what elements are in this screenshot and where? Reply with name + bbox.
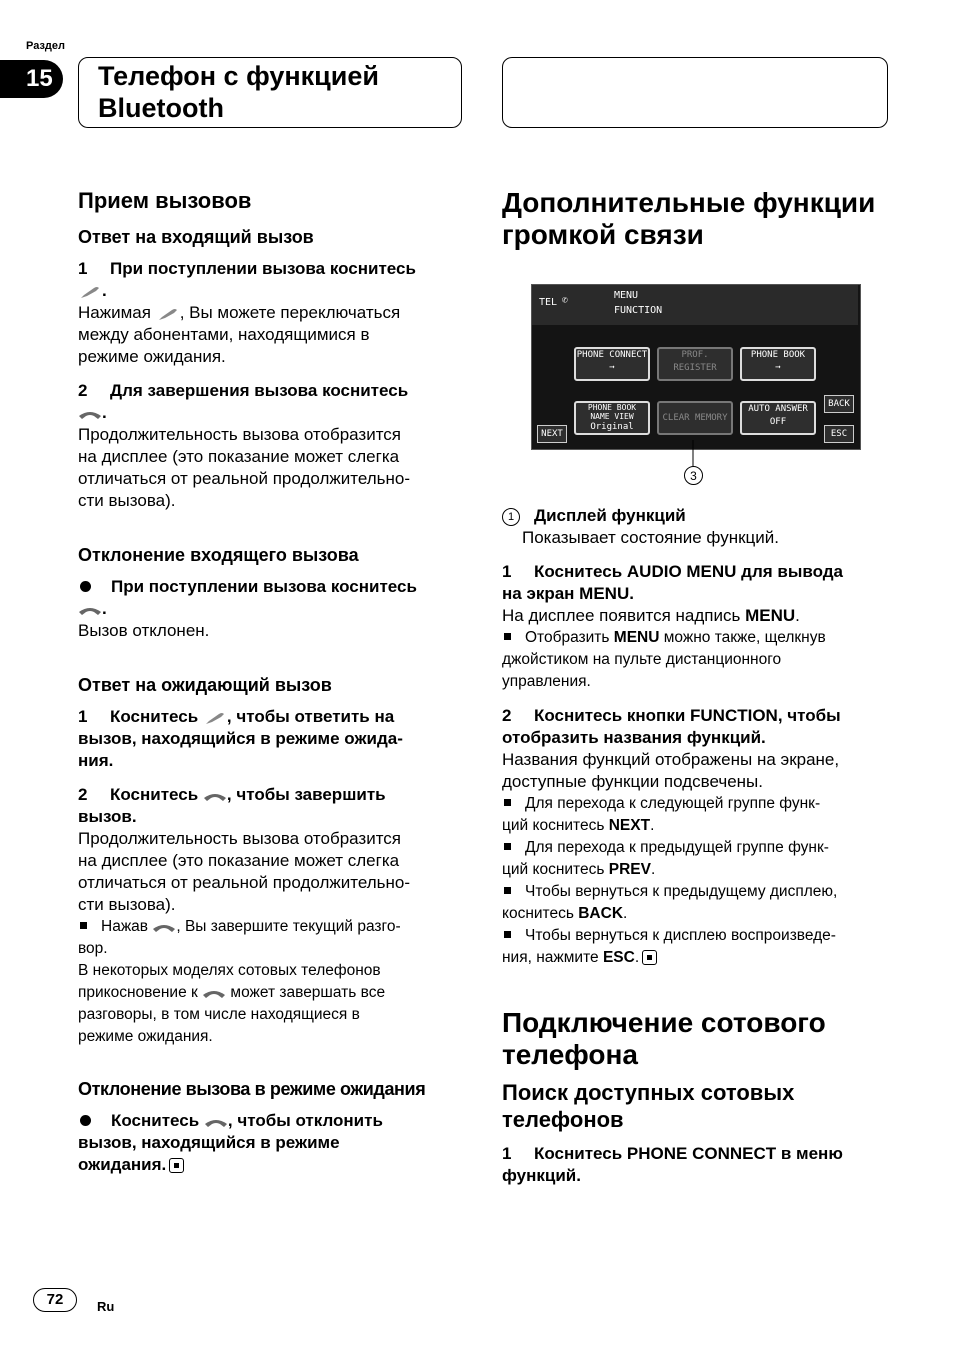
step-answer-1 — [78, 258, 468, 280]
paragraph-text: отличаться от реальной продолжительно- — [78, 873, 411, 892]
bold-term: NEXT — [608, 817, 651, 834]
step-end-2 — [78, 380, 468, 402]
step-number: 1 — [78, 707, 88, 726]
step-text: Коснитесь — [111, 1111, 200, 1130]
note-text: Для перехода к предыдущей группе функ- — [525, 839, 829, 856]
note-text: ния, нажмите — [502, 949, 603, 966]
section-title-line1: Телефон с функцией — [98, 61, 379, 91]
step-text: , чтобы завершить — [226, 785, 386, 804]
button-label: OFF — [769, 417, 787, 427]
button-label: PHONE BOOK — [750, 350, 806, 360]
button-label: PHONE BOOK — [587, 403, 637, 412]
bullet-dot — [80, 581, 91, 592]
end-mark-icon — [642, 950, 657, 965]
note-text: . — [650, 861, 656, 878]
note-text: разговоры, в том числе находящиеся в — [78, 1006, 360, 1023]
step-text: вызов. — [78, 807, 137, 826]
paragraph-text: Вызов отклонен. — [78, 621, 210, 640]
step-icon-line: . — [78, 280, 468, 302]
paragraph-text: отличаться от реальной продолжительно- — [78, 469, 411, 488]
paragraph-text: , Вы можете переключаться — [179, 303, 401, 322]
clear-memory-button[interactable]: CLEAR MEMORY — [657, 401, 733, 435]
phone-hangup-icon — [202, 986, 226, 1000]
phone-hangup-icon — [78, 603, 102, 617]
bullet-square — [504, 799, 511, 806]
paragraph-text: на дисплее (это показание может слегка — [78, 447, 400, 466]
heading-reject-incoming: Отклонение входящего вызова — [78, 545, 359, 565]
bullet-dot — [80, 1115, 91, 1126]
callout-marker: 1 — [502, 508, 520, 526]
step-text: на экран MENU. — [502, 584, 634, 603]
step-text: отобразить названия функций. — [502, 728, 766, 747]
note-text: , Вы завершите текущий разго- — [176, 918, 401, 935]
note-text: вор. — [78, 940, 108, 957]
header-empty-box — [502, 57, 888, 128]
bold-term: PREV — [608, 861, 651, 878]
step-text: Коснитесь — [110, 707, 199, 726]
button-label: Original — [590, 422, 634, 432]
arrow-right-icon: ➞ — [775, 363, 781, 373]
paragraph-text: сти вызова). — [78, 895, 176, 914]
next-button[interactable]: NEXT — [537, 425, 567, 443]
phone-answer-icon — [203, 711, 227, 725]
note-text: Для перехода к следующей группе функ- — [525, 795, 821, 812]
step-number: 1 — [502, 562, 512, 581]
step-text: Коснитесь — [110, 785, 199, 804]
note-text: ций коснитесь — [502, 861, 609, 878]
auto-answer-button[interactable] — [740, 401, 816, 435]
note-text: режиме ожидания. — [78, 1028, 213, 1045]
paragraph-text: между абонентами, находящимися в — [78, 325, 370, 344]
bullet-square — [504, 931, 511, 938]
note-text: управления. — [502, 673, 591, 690]
paragraph-text: Показывает состояние функций. — [522, 528, 779, 547]
right-column-top — [502, 187, 892, 251]
note-text: коснитесь — [502, 905, 579, 922]
step-text: , чтобы отклонить — [227, 1111, 383, 1130]
bullet-square — [504, 843, 511, 850]
step-text: Для завершения вызова коснитесь — [110, 381, 409, 400]
phone-answer-icon — [156, 307, 180, 321]
left-column: Прием вызовов Ответ на входящий вызов 1 При поступлении вызова коснитесь . Нажимая , Вы можете переключаться между абонентами, находящимися в режиме ожидания. 2 Для завершения вызова коснитесь . Продолжительность вызова отобразится на дисплее (это показание может слегка отличаться от реальной продолжительно- сти вызова). Отклонение входящего вызова При поступлении вызова коснитесь . Вызов отклонен. Ответ на ожидающий вызов 1 Коснитесь , чтобы ответить на вызов, находящийся в режиме ожида- ния. 2 Коснитесь , чтобы завершить вызов. Продолжительность вызова отобразится на дисплее (это показание может слегка отличаться от реальной продолжительно- сти вызова). Нажав , Вы завершите текущий разго- вор. В некоторых моделях сотовых телефонов прикосновение к может завершать все разговоры, в том числе находящиеся в режиме ожидания. Отклонение вызова в режиме ожидания Коснитесь , чтобы отклонить вызов, находящийся в режиме ожидания. — [78, 187, 468, 1176]
bold-term: BACK — [578, 905, 624, 922]
page-number: 72 — [33, 1288, 77, 1312]
step-text: функций. — [502, 1166, 581, 1185]
step-text: При поступлении вызова коснитесь — [111, 577, 417, 596]
step-text: ожидания. — [78, 1155, 167, 1174]
heading-search-phones-2: телефонов — [502, 1107, 624, 1132]
button-label: NAME VIEW — [590, 412, 634, 421]
step-text: Коснитесь кнопки FUNCTION, чтобы — [534, 706, 841, 725]
step-text: ния. — [78, 751, 114, 770]
callout-title: Дисплей функций — [534, 506, 686, 525]
note-text: Чтобы вернуться к дисплею воспроизведе- — [525, 927, 836, 944]
screen-tel-label: TEL — [539, 297, 558, 308]
phone-answer-icon — [78, 285, 102, 299]
bold-term: ESC — [602, 949, 635, 966]
step-number: 1 — [502, 1144, 512, 1163]
heading-receive-calls: Прием вызовов — [78, 188, 252, 213]
section-number: 15 — [0, 60, 63, 98]
step-number: 2 — [78, 785, 88, 804]
note-text: Чтобы вернуться к предыдущему дисплею, — [525, 883, 838, 900]
back-button[interactable]: BACK — [824, 395, 854, 413]
heading-connect-phone-2: телефона — [502, 1039, 638, 1070]
bullet-square — [504, 887, 511, 894]
paragraph-text: сти вызова). — [78, 491, 176, 510]
step-text: При поступлении вызова коснитесь — [110, 259, 416, 278]
phone-hangup-icon — [204, 1115, 228, 1129]
section-label: Раздел — [26, 40, 65, 52]
paragraph-text: режиме ожидания. — [78, 347, 226, 366]
language-code: Ru — [97, 1299, 115, 1314]
button-label: PHONE CONNECT — [576, 350, 648, 360]
callout-line — [690, 440, 696, 468]
arrow-right-icon: ➞ — [609, 363, 615, 373]
paragraph-text: на дисплее (это показание может слегка — [78, 851, 400, 870]
step-number: 2 — [502, 706, 512, 725]
section-title-line2: Bluetooth — [98, 93, 224, 123]
paragraph-text: Нажимая — [78, 303, 151, 322]
note-text: . — [623, 905, 628, 922]
note-text: прикосновение к — [78, 984, 198, 1001]
screen-function-label: FUNCTION — [614, 305, 663, 316]
phone-book-name-view-button[interactable] — [574, 401, 650, 435]
right-column-bottom — [502, 505, 892, 1187]
note-text: Отобразить — [525, 629, 614, 646]
note-text: может завершать все — [230, 984, 386, 1001]
paragraph-text: Названия функций отображены на экране, — [502, 750, 840, 769]
phone-hangup-icon — [78, 407, 102, 421]
heading-reject-waiting: Отклонение вызова в режиме ожидания — [78, 1079, 426, 1099]
step-text: Коснитесь AUDIO MENU для вывода — [534, 562, 844, 581]
note-text: В некоторых моделях сотовых телефонов — [78, 962, 381, 979]
heading-connect-phone-1: Подключение сотового — [502, 1007, 826, 1038]
phone-hangup-icon — [152, 920, 176, 934]
note-text: Нажав — [101, 918, 149, 935]
button-label: AUTO ANSWER — [748, 404, 808, 414]
phone-hangup-icon — [203, 789, 227, 803]
paragraph-text: Продолжительность вызова отобразится — [78, 829, 402, 848]
phone-connect-button[interactable] — [574, 347, 650, 381]
section-title-box — [78, 57, 462, 128]
step-text: , чтобы ответить на — [226, 707, 395, 726]
note-text: . — [650, 817, 655, 834]
button-label: PROF. — [681, 350, 709, 360]
step-text: вызов, находящийся в режиме — [78, 1133, 340, 1152]
esc-button[interactable]: ESC — [824, 425, 854, 443]
callout-marker: 3 — [684, 466, 703, 485]
paragraph-text: На дисплее появится надпись — [502, 606, 746, 625]
heading-answer-waiting: Ответ на ожидающий вызов — [78, 675, 332, 695]
note-text: . — [634, 949, 640, 966]
note-text: можно также, щелкнув — [659, 629, 826, 646]
step-number: 1 — [78, 259, 88, 278]
heading-answer-incoming: Ответ на входящий вызов — [78, 227, 314, 247]
heading-extra-functions-2: громкой связи — [502, 219, 704, 250]
button-label: REGISTER — [673, 363, 717, 373]
bullet-square — [80, 922, 87, 929]
step-text: вызов, находящийся в режиме ожида- — [78, 729, 403, 748]
paragraph-text: . — [795, 606, 800, 625]
screen-menu-label: MENU — [614, 290, 639, 301]
paragraph-text: Продолжительность вызова отобразится — [78, 425, 402, 444]
prof-register-button[interactable] — [657, 347, 733, 381]
step-number: 2 — [78, 381, 88, 400]
heading-search-phones-1: Поиск доступных сотовых — [502, 1080, 795, 1105]
paragraph-text: доступные функции подсвечены. — [502, 772, 763, 791]
step-text: Коснитесь PHONE CONNECT в меню — [534, 1144, 843, 1163]
bold-term: MENU — [613, 629, 660, 646]
heading-extra-functions-1: Дополнительные функции — [502, 187, 876, 218]
function-display-screen — [531, 284, 861, 450]
phone-book-transfer-button[interactable] — [740, 347, 816, 381]
bullet-square — [504, 633, 511, 640]
bold-term: MENU — [745, 606, 796, 625]
note-text: джойстиком на пульте дистанционного — [502, 651, 782, 668]
end-mark-icon — [169, 1158, 184, 1173]
phone-icon: ✆ — [562, 295, 569, 306]
note-text: ций коснитесь — [502, 817, 609, 834]
